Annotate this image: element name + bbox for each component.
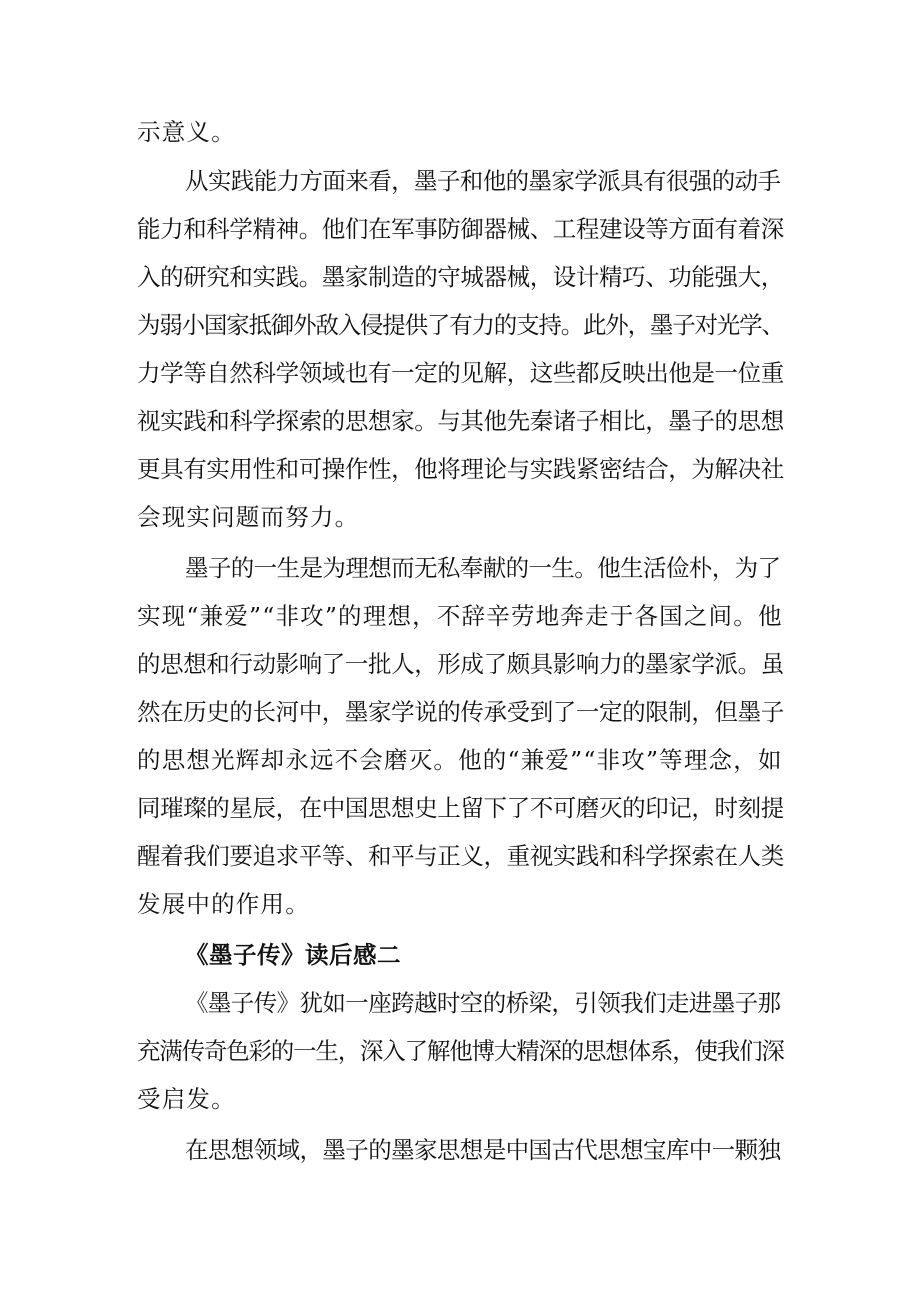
text-line: 从实践能力方面来看，墨子和他的墨家学派具有很强的动手 [185, 167, 781, 195]
text-line: 同璀璨的星辰，在中国思想史上留下了不可磨灭的印记，时刻提 [137, 794, 784, 822]
text-line: 示意义。 [137, 118, 236, 146]
text-line: 视实践和科学探索的思想家。与其他先秦诸子相比，墨子的思想 [137, 407, 784, 435]
text-line: 能力和科学精神。他们在军事防御器械、工程建设等方面有着深 [137, 215, 784, 243]
text-line: 充满传奇色彩的一生，深入了解他博大精深的思想体系，使我们深 [137, 1037, 784, 1065]
text-line: 入的研究和实践。墨家制造的守城器械，设计精巧、功能强大， [137, 263, 784, 291]
text-line: 受启发。 [137, 1085, 236, 1113]
text-line: 力学等自然科学领域也有一定的见解，这些都反映出他是一位重 [137, 359, 784, 387]
text-line: 的思想光辉却永远不会磨灭。他的“兼爱”“非攻”等理念，如 [137, 746, 783, 774]
text-line: 的思想和行动影响了一批人，形成了颇具影响力的墨家学派。虽 [137, 650, 784, 678]
text-line: 会现实问题而努力。 [137, 503, 360, 531]
text-line: 实现“兼爱”“非攻”的理想，不辞辛劳地奔走于各国之间。他 [137, 602, 783, 630]
text-line: 《墨子传》犹如一座跨越时空的桥梁，引领我们走进墨子那 [185, 989, 781, 1017]
text-line: 发展中的作用。 [137, 890, 310, 918]
text-line: 为弱小国家抵御外敌入侵提供了有力的支持。此外，墨子对光学、 [137, 311, 784, 339]
text-line: 醒着我们要追求平等、和平与正义，重视实践和科学探索在人类 [137, 842, 784, 870]
text-line: 墨子的一生是为理想而无私奉献的一生。他生活俭朴，为了 [185, 554, 781, 582]
text-line: 在思想领域，墨子的墨家思想是中国古代思想宝库中一颗独 [185, 1136, 781, 1164]
text-line: 更具有实用性和可操作性，他将理论与实践紧密结合，为解决社 [137, 455, 784, 483]
section-heading: 《墨子传》读后感二 [185, 941, 401, 969]
text-line: 然在历史的长河中，墨家学说的传承受到了一定的限制，但墨子 [137, 698, 784, 726]
